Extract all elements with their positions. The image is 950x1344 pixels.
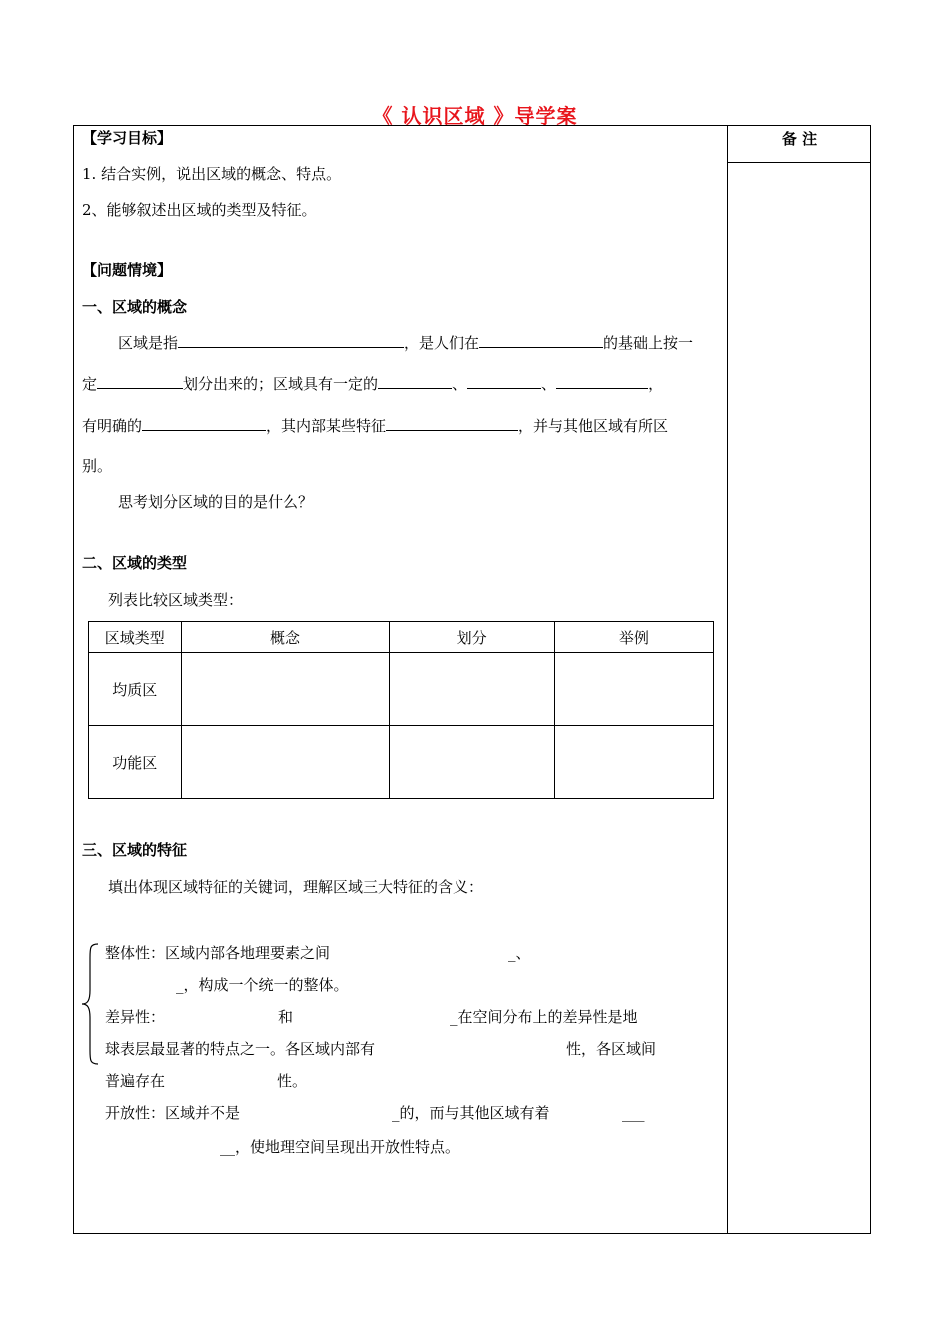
table-cell-example[interactable] (554, 726, 713, 799)
table-row (89, 726, 714, 799)
openness-line-2: __，使地理空间呈现出开放性特点。 (220, 1138, 461, 1156)
notes-header: 备 注 (781, 130, 818, 148)
section3-heading: 三、区域的特征 (82, 841, 188, 859)
table-cell-concept[interactable] (181, 726, 389, 799)
objective-item-2: 2、能够叙述出区域的类型及特征。 (82, 201, 317, 219)
integrity-line-1: 整体性：区域内部各地理要素之间 (105, 944, 331, 962)
difference-line-3: 普遍存在 (105, 1072, 166, 1090)
notes-column-divider (727, 125, 728, 1234)
row-label: 均质区 (89, 653, 182, 726)
openness-line-1-end: ___ (622, 1104, 645, 1122)
concept-text: ， (648, 375, 664, 393)
objectives-heading: 【学习目标】 (82, 129, 173, 147)
objective-item-1: 1. 结合实例，说出区域的概念、特点。 (82, 165, 342, 183)
curly-brace-icon (80, 942, 100, 1066)
blank-criterion[interactable] (97, 373, 183, 389)
blank-boundary[interactable] (142, 415, 266, 431)
section2-heading: 二、区域的类型 (82, 554, 188, 572)
table-intro: 列表比较区域类型： (108, 591, 244, 609)
concept-text: 、 (452, 375, 468, 393)
document-title: 《 认识区域 》导学案 (372, 104, 578, 128)
feature-intro: 填出体现区域特征的关键词，理解区域三大特征的含义： (108, 878, 484, 896)
table-header-cell: 概念 (181, 622, 389, 653)
difference-and: 和 (278, 1008, 294, 1026)
concept-text: ，其内部某些特征 (266, 417, 387, 435)
concept-text: 有明确的 (82, 417, 143, 435)
concept-line-3 (82, 415, 668, 436)
integrity-line-2: _，构成一个统一的整体。 (176, 976, 349, 994)
concept-line-2 (82, 373, 663, 394)
table-row (89, 653, 714, 726)
concept-text: 划分出来的；区域具有一定的 (183, 375, 379, 393)
blank-definition[interactable] (178, 332, 404, 348)
openness-line-1-mid: _的，而与其他区域有着 (392, 1104, 550, 1122)
notes-header-divider (728, 162, 871, 163)
table-cell-division[interactable] (389, 726, 554, 799)
concept-text: ，是人们在 (404, 334, 480, 352)
blank-internal-feature[interactable] (386, 415, 518, 431)
openness-line-1: 开放性：区域并不是 (105, 1104, 241, 1122)
problem-heading: 【问题情境】 (82, 261, 173, 279)
table-header-cell: 划分 (389, 622, 554, 653)
region-type-table (88, 621, 714, 799)
section1-heading: 一、区域的概念 (82, 298, 188, 316)
concept-line-4: 别。 (82, 457, 113, 475)
table-cell-division[interactable] (389, 653, 554, 726)
blank-attribute-1[interactable] (378, 373, 452, 389)
concept-line-1 (118, 332, 693, 353)
row-label: 功能区 (89, 726, 182, 799)
concept-text: 、 (541, 375, 557, 393)
concept-text: 的基础上按一 (603, 334, 694, 352)
table-header-cell: 区域类型 (89, 622, 182, 653)
table-header-cell: 举例 (554, 622, 713, 653)
difference-line-1-end: _在空间分布上的差异性是地 (450, 1008, 638, 1026)
integrity-line-1-end: _、 (508, 944, 531, 962)
difference-line-2-end: 性，各区域间 (566, 1040, 657, 1058)
concept-text: 定 (82, 375, 98, 393)
think-question: 思考划分区域的目的是什么？ (118, 493, 314, 511)
blank-basis[interactable] (479, 332, 603, 348)
table-cell-example[interactable] (554, 653, 713, 726)
concept-text: 区域是指 (118, 334, 179, 352)
table-cell-concept[interactable] (181, 653, 389, 726)
blank-attribute-3[interactable] (556, 373, 648, 389)
difference-label: 差异性： (105, 1008, 166, 1026)
table-header-row (89, 622, 714, 653)
difference-line-2: 球表层最显著的特点之一。各区域内部有 (105, 1040, 376, 1058)
concept-text: ，并与其他区域有所区 (518, 417, 669, 435)
difference-line-3-end: 性。 (277, 1072, 308, 1090)
blank-attribute-2[interactable] (467, 373, 541, 389)
